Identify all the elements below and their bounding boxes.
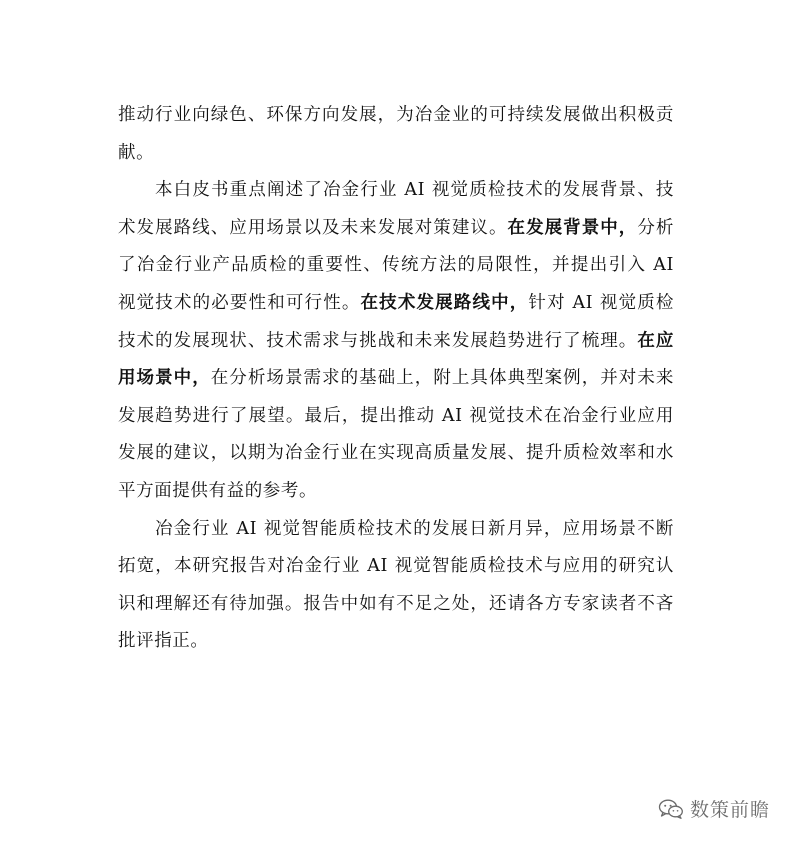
paragraph-3-text: 冶金行业 AI 视觉智能质检技术的发展日新月异，应用场景不断拓宽，本研究报告对冶金行业 AI 视觉智能质检技术与应用的研究认识和理解还有待加强。报告中如有不足之处，还请各方专家读者不吝批评指正。 (118, 518, 674, 652)
watermark-text: 数策前瞻 (689, 799, 770, 821)
paragraph-1 (118, 97, 674, 172)
paragraph-3 (118, 511, 674, 661)
paragraph-2-tech-route-text: 针对 AI 视觉质检技术的发展现状、技术需求与挑战和未来发展趋势进行了梳理。 (118, 292, 674, 351)
paragraph-2-intro: 本白皮书重点阐述了冶金行业 AI 视觉质检技术的发展背景、技术发展路线、应用场景以及未来发展对策建议。 (118, 180, 674, 238)
paragraph-1-text: 推动行业向绿色、环保方向发展，为冶金业的可持续发展做出积极贡献。 (118, 105, 674, 163)
wechat-icon (658, 799, 684, 819)
paragraph-2 (118, 172, 674, 510)
paragraph-2-scenarios-text: 在分析场景需求的基础上，附上具体典型案例，并对未来发展趋势进行了展望。最后，提出推动 AI 视觉技术在冶金行业应用发展的建议，以期为冶金行业在实现高质量发展、提升质检效率和水平方面提供有益的参考。 (118, 368, 675, 501)
paragraph-2-background-text: 分析了冶金行业产品质检的重要性、传统方法的局限性，并提出引入 AI 视觉技术的必要性和可行性。 (118, 217, 675, 313)
body-text (118, 97, 674, 661)
heading-tech-route: 在技术发展路线中， (360, 292, 529, 313)
heading-scenarios: 在应用场景中， (118, 330, 674, 389)
watermark (658, 795, 770, 822)
heading-background: 在发展背景中， (507, 217, 638, 238)
